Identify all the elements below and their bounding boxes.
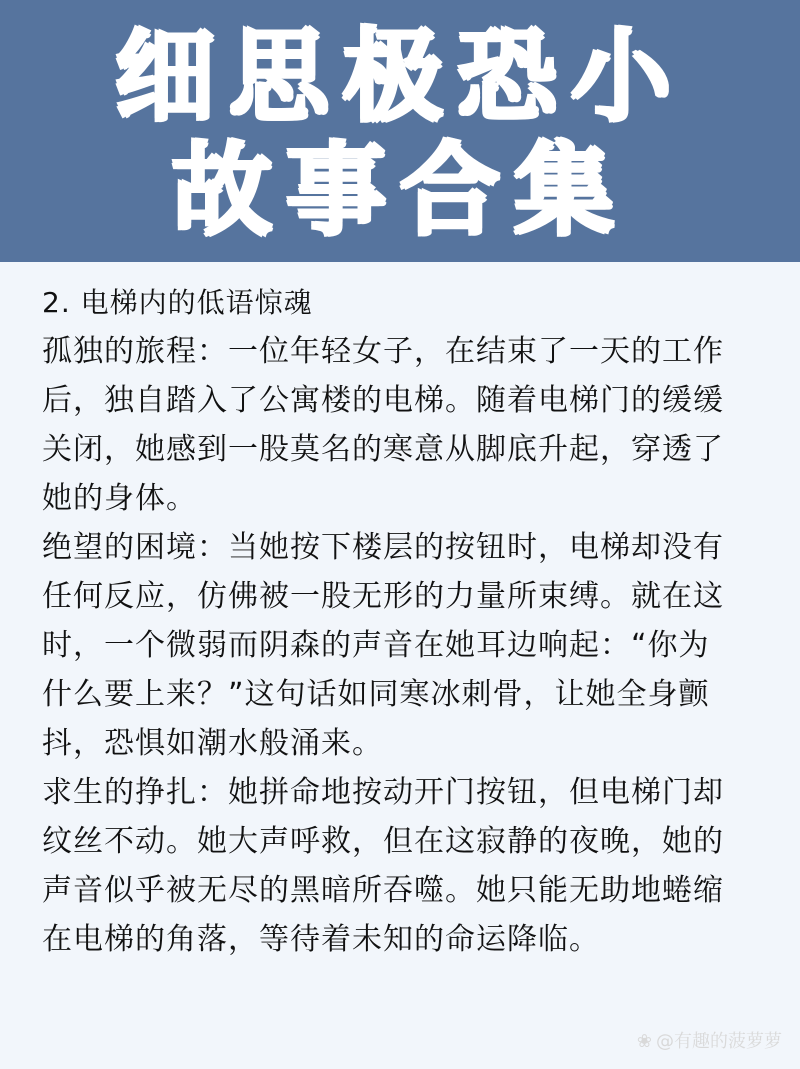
paragraph-line: 在电梯的角落，等待着未知的命运降临。 [42,922,600,957]
watermark [637,1027,782,1053]
header-banner [0,0,800,262]
paragraph-line: 求生的挣扎：她拼命地按动开门按钮，但电梯门却 [42,775,724,810]
paw-icon: ❀ [636,1031,652,1052]
paragraph-2 [42,523,764,768]
section-title: 2. 电梯内的低语惊魂 [42,286,313,319]
page-title-line-2: 故事合集 [172,132,628,249]
paragraph-line: 孤独的旅程：一位年轻女子，在结束了一天的工作 [42,334,724,369]
paragraph-line: 声音似乎被无尽的黑暗所吞噬。她只能无助地蜷缩 [42,873,724,908]
paragraph-line: 关闭，她感到一股莫名的寒意从脚底升起，穿透了 [42,432,724,467]
paragraph-3 [42,768,764,964]
watermark-text: @有趣的菠萝萝 [656,1031,782,1052]
paragraph-line: 任何反应，仿佛被一股无形的力量所束缚。就在这 [42,579,724,614]
article-body [42,278,764,964]
paragraph-1 [42,327,764,523]
paragraph-line: 她的身体。 [42,481,197,516]
paragraph-line: 绝望的困境：当她按下楼层的按钮时，电梯却没有 [42,530,724,565]
paragraph-line: 抖，恐惧如潮水般涌来。 [42,726,383,761]
paragraph-line: 时，一个微弱而阴森的声音在她耳边响起：“你为 [42,628,710,663]
paragraph-line: 后，独自踏入了公寓楼的电梯。随着电梯门的缓缓 [42,383,724,418]
paragraph-line: 什么要上来？”这句话如同寒冰刺骨，让她全身颤 [42,677,710,712]
page-title-line-1: 细思极恐小 [115,18,685,135]
paragraph-line: 纹丝不动。她大声呼救，但在这寂静的夜晚，她的 [42,824,724,859]
